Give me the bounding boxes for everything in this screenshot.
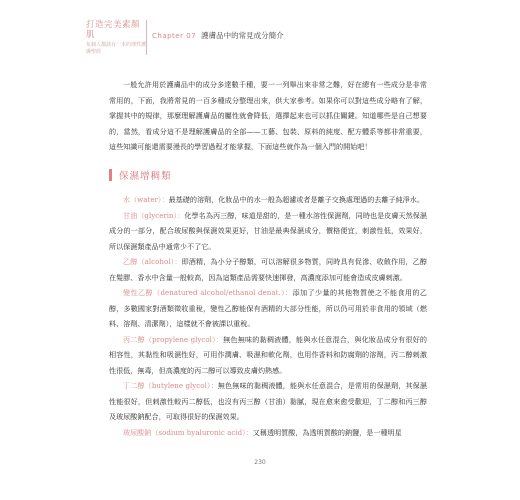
page-number: 230 <box>254 459 266 466</box>
ingredient-description: 無色無味的黏稠液體，能與水任意混合，是常用的保濕劑，其保濕性能很好，但刺激性較丙二醇低，也沒有丙三醇（甘油）黏膩，現在愈來愈受歡迎，丁二醇和丙三醇及玻尿酸鈉配合，可取得很好的保濕效果。 <box>109 381 427 421</box>
book-subtitle: 每個人都該有一本的理性護膚聖經 <box>86 42 147 55</box>
ingredient-term: 丙二醇（propylene glycol） <box>123 334 216 344</box>
ingredient-entry: 變性乙醇（denatured alcohol/ethanol denat.）：添加了少量的其他物質使之不能食用的乙醇，多數國家對酒類徵收重稅，變性乙醇能保有酒精的大部分性能，所以仍可用於非食用的領域（燃料、溶劑、清潔劑），這樣就不會被課以重稅。 <box>109 288 428 328</box>
ingredient-description: 添加了少量的其他物質使之不能食用的乙醇，多數國家對酒類徵收重稅，變性乙醇能保有酒精的大部分性能，所以仍可用於非食用的領域（燃料、溶劑、清潔劑），這樣就不會被課以重稅。 <box>109 288 428 328</box>
section-heading <box>109 168 172 182</box>
ingredient-list <box>109 192 427 440</box>
ingredient-entry: 丁二醇（butylene glycol）：無色無味的黏稠液體，能與水任意混合，是常用的保濕劑，其保濕性能很好，但刺激性較丙二醇低，也沒有丙三醇（甘油）黏膩，現在愈來愈受歡迎，丁二醇和丙三醇及玻尿酸鈉配合，可取得很好的保濕效果。 <box>109 381 427 421</box>
section-marker <box>109 169 112 181</box>
section-title: 保濕增稠類 <box>119 171 172 182</box>
ingredient-term: 甘油（glycerin） <box>123 210 178 220</box>
ingredient-description: 最基礎的溶劑，化妝品中的水一般為超濾或者是離子交換處理過的去離子純淨水。 <box>168 195 424 204</box>
ingredient-description: 又稱透明質酸，為透明質酸的鈉鹽，是一種明星 <box>252 427 402 437</box>
ingredient-term: 變性乙醇（denatured alcohol/ethanol denat.） <box>123 288 286 297</box>
ingredient-entry: 水（water）：最基礎的溶劑，化妝品中的水一般為超濾或者是離子交換處理過的去離子純淨水。 <box>123 195 424 204</box>
chapter-header <box>152 30 284 41</box>
ingredient-entry: 乙醇（alcohol）：即酒精，為小分子醇類，可以溶解很多物質，同時具有促滲、收斂作用，乙醇在髮膠、香水中含量一般較高，因為這類產品需要快速揮發，高濃度添加可能會造成皮膚刺激。 <box>109 257 428 282</box>
chapter-label: Chapter 07 <box>152 32 197 40</box>
ingredient-term: 玻尿酸鈉（sodium hyaluronic acid） <box>123 427 246 437</box>
ingredient-entry: 玻尿酸鈉（sodium hyaluronic acid）：又稱透明質酸，為透明質酸的鈉鹽，是一種明星 <box>123 427 402 437</box>
ingredient-description: 化學名為丙三醇，味道是甜的，是一種水溶性保濕劑，同時也是皮膚天然保濕成分的一部分，配合玻尿酸與保濕效果更好，甘油是最典保濕成分，價格便宜，刺激性低，效果好，所以保濕類產品中通常少不了它。 <box>109 210 428 251</box>
ingredient-description: 無色無味的黏稠液體，能與水任意混合，與化妝品成分有很好的相容性，其黏性和吸濕性好，可用作潤膚、吸濕和軟化劑，也用作香料和防腐劑的溶劑，丙二醇刺激性很低，無毒，但高濃度的丙二醇可以導致皮膚灼熱感。 <box>109 334 428 375</box>
chapter-title: 護膚品中的常見成分簡介 <box>201 31 284 40</box>
ingredient-description: 即酒精，為小分子醇類，可以溶解很多物質，同時具有促滲、收斂作用，乙醇在髮膠、香水中含量一般較高，因為這類產品需要快速揮發，高濃度添加可能會造成皮膚刺激。 <box>109 257 428 282</box>
ingredient-entry: 甘油（glycerin）：化學名為丙三醇，味道是甜的，是一種水溶性保濕劑，同時也是皮膚天然保濕成分的一部分，配合玻尿酸與保濕效果更好，甘油是最典保濕成分，價格便宜，刺激性低，效果好，所以保濕類產品中通常少不了它。 <box>109 210 428 251</box>
intro-paragraph: 一般允許用於護膚品中的成分多達數千種，要一一列舉出來非常之難，好在總有一些成分是非常常用的，下面，我將常見的一百多種成分整理出來，供大家參考。如果你可以對這些成分略有了解，掌握其中的規律，那麼理解護膚品的屬性就會降低，選擇起來也可以抓住關鍵。知道哪些是自己想要的，當然，看成分這不是理解護膚品的全部——工藝、包裝、原料的純度、配方體系等都非常重要，這些知識可能還需要漫長的學習過程才能掌握，下面這些就作為一個入門的開始吧！ <box>109 80 427 151</box>
ingredient-entry: 丙二醇（propylene glycol）：無色無味的黏稠液體，能與水任意混合，與化妝品成分有很好的相容性，其黏性和吸濕性好，可用作潤膚、吸濕和軟化劑，也用作香料和防腐劑的溶劑，丙二醇刺激性很低，無毒，但高濃度的丙二醇可以導致皮膚灼熱感。 <box>109 334 428 375</box>
book-title: 打造完美素顏肌 <box>86 20 141 40</box>
ingredient-term: 乙醇（alcohol） <box>123 257 175 266</box>
ingredient-term: 丁二醇（butylene glycol） <box>123 381 211 390</box>
book-title-block <box>86 20 147 55</box>
ingredient-term: 水（water） <box>123 195 162 204</box>
